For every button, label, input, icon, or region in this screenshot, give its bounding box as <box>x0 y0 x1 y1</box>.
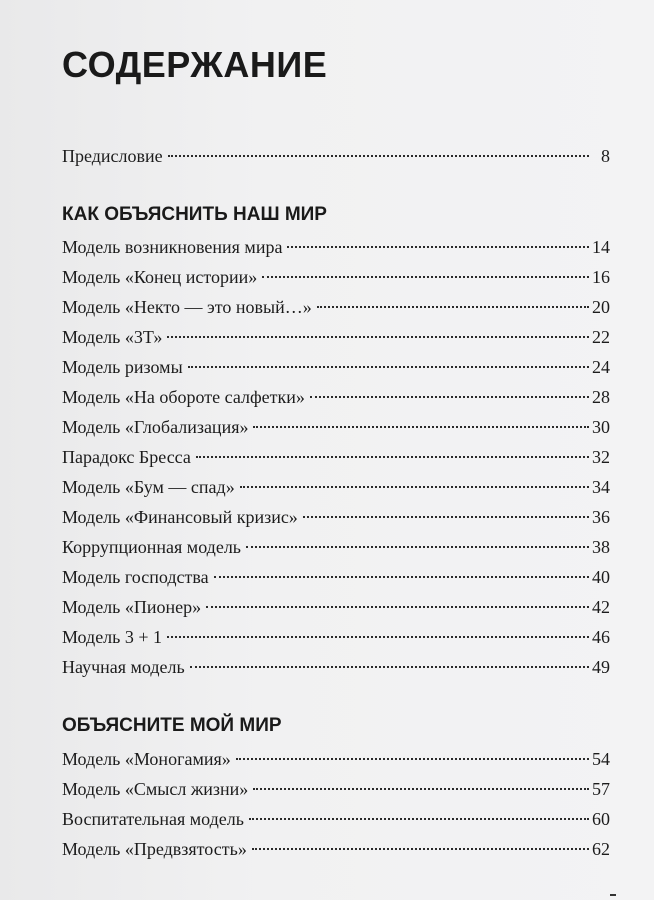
entry-label: Модель «Глобализация» <box>62 417 249 437</box>
dot-leader <box>196 456 589 458</box>
entry-label: Модель «Предвзятость» <box>62 839 247 859</box>
dot-leader <box>252 848 589 850</box>
dot-leader <box>206 606 589 608</box>
toc-entry <box>62 502 610 532</box>
entry-label: Модель «Финансовый кризис» <box>62 507 298 527</box>
entry-label: Модель «Пионер» <box>62 597 202 617</box>
dot-leader <box>317 306 589 308</box>
toc-entry <box>62 652 610 682</box>
entry-label: Модель «3Т» <box>62 327 163 347</box>
entry-label: Модель господства <box>62 567 209 587</box>
entry-label: Коррупционная модель <box>62 537 242 557</box>
toc-entry <box>62 804 610 834</box>
intro-list <box>62 141 610 171</box>
section-heading-1: КАК ОБЪЯСНИТЬ НАШ МИР <box>62 204 327 225</box>
entry-page-number: 34 <box>592 477 610 497</box>
entry-label: Парадокс Бресса <box>62 447 191 467</box>
toc-entry <box>62 382 610 412</box>
page-edge-mark <box>610 894 616 896</box>
entry-page-number: 38 <box>592 537 610 557</box>
dot-leader <box>188 366 589 368</box>
toc-entry <box>62 592 610 622</box>
page-title: СОДЕРЖАНИЕ <box>62 44 328 85</box>
dot-leader <box>287 246 589 248</box>
entry-label: Модель «Моногамия» <box>62 749 231 769</box>
entry-page-number: 57 <box>592 779 610 799</box>
toc-entry <box>62 141 610 171</box>
toc-entry <box>62 622 610 652</box>
entry-label: Модель 3 + 1 <box>62 627 163 647</box>
entry-page-number: 36 <box>592 507 610 527</box>
dot-leader <box>262 276 589 278</box>
entry-page-number: 32 <box>592 447 610 467</box>
entry-label: Воспитательная модель <box>62 809 244 829</box>
toc-entry <box>62 412 610 442</box>
toc-entry <box>62 744 610 774</box>
toc-entry <box>62 232 610 262</box>
toc-entry <box>62 442 610 472</box>
toc-entry <box>62 292 610 322</box>
dot-leader <box>236 758 589 760</box>
entry-page-number: 16 <box>592 267 610 287</box>
entry-label: Предисловие <box>62 146 163 166</box>
toc-entry <box>62 562 610 592</box>
dot-leader <box>167 336 589 338</box>
entry-label: Модель «Некто — это новый…» <box>62 297 312 317</box>
dot-leader <box>168 155 589 157</box>
dot-leader <box>190 666 589 668</box>
entry-page-number: 40 <box>592 567 610 587</box>
entry-label: Научная модель <box>62 657 185 677</box>
entry-label: Модель «Смысл жизни» <box>62 779 249 799</box>
entry-label: Модель возникновения мира <box>62 237 283 257</box>
toc-entry <box>62 774 610 804</box>
toc-entry <box>62 262 610 292</box>
entry-label: Модель ризомы <box>62 357 183 377</box>
toc-entry <box>62 472 610 502</box>
entry-page-number: 60 <box>592 809 610 829</box>
dot-leader <box>303 516 589 518</box>
dot-leader <box>249 818 589 820</box>
entry-page-number: 20 <box>592 297 610 317</box>
entry-label: Модель «Конец истории» <box>62 267 258 287</box>
entry-page-number: 54 <box>592 749 610 769</box>
dot-leader <box>253 426 589 428</box>
section-2-list <box>62 744 610 864</box>
dot-leader <box>167 636 589 638</box>
entry-page-number: 22 <box>592 327 610 347</box>
entry-page-number: 62 <box>592 839 610 859</box>
dot-leader <box>240 486 589 488</box>
entry-label: Модель «На обороте салфетки» <box>62 387 305 407</box>
entry-page-number: 42 <box>592 597 610 617</box>
toc-entry <box>62 322 610 352</box>
section-1-list <box>62 232 610 682</box>
dot-leader <box>253 788 589 790</box>
toc-entry <box>62 352 610 382</box>
dot-leader <box>246 546 589 548</box>
entry-page-number: 30 <box>592 417 610 437</box>
entry-page-number: 28 <box>592 387 610 407</box>
entry-page-number: 14 <box>592 237 610 257</box>
dot-leader <box>310 396 589 398</box>
entry-label: Модель «Бум — спад» <box>62 477 235 497</box>
dot-leader <box>214 576 589 578</box>
entry-page-number: 24 <box>592 357 610 377</box>
toc-entry <box>62 834 610 864</box>
entry-page-number: 46 <box>592 627 610 647</box>
entry-page-number: 8 <box>601 146 610 166</box>
entry-page-number: 49 <box>592 657 610 677</box>
toc-entry <box>62 532 610 562</box>
section-heading-2: ОБЪЯСНИТЕ МОЙ МИР <box>62 715 282 736</box>
